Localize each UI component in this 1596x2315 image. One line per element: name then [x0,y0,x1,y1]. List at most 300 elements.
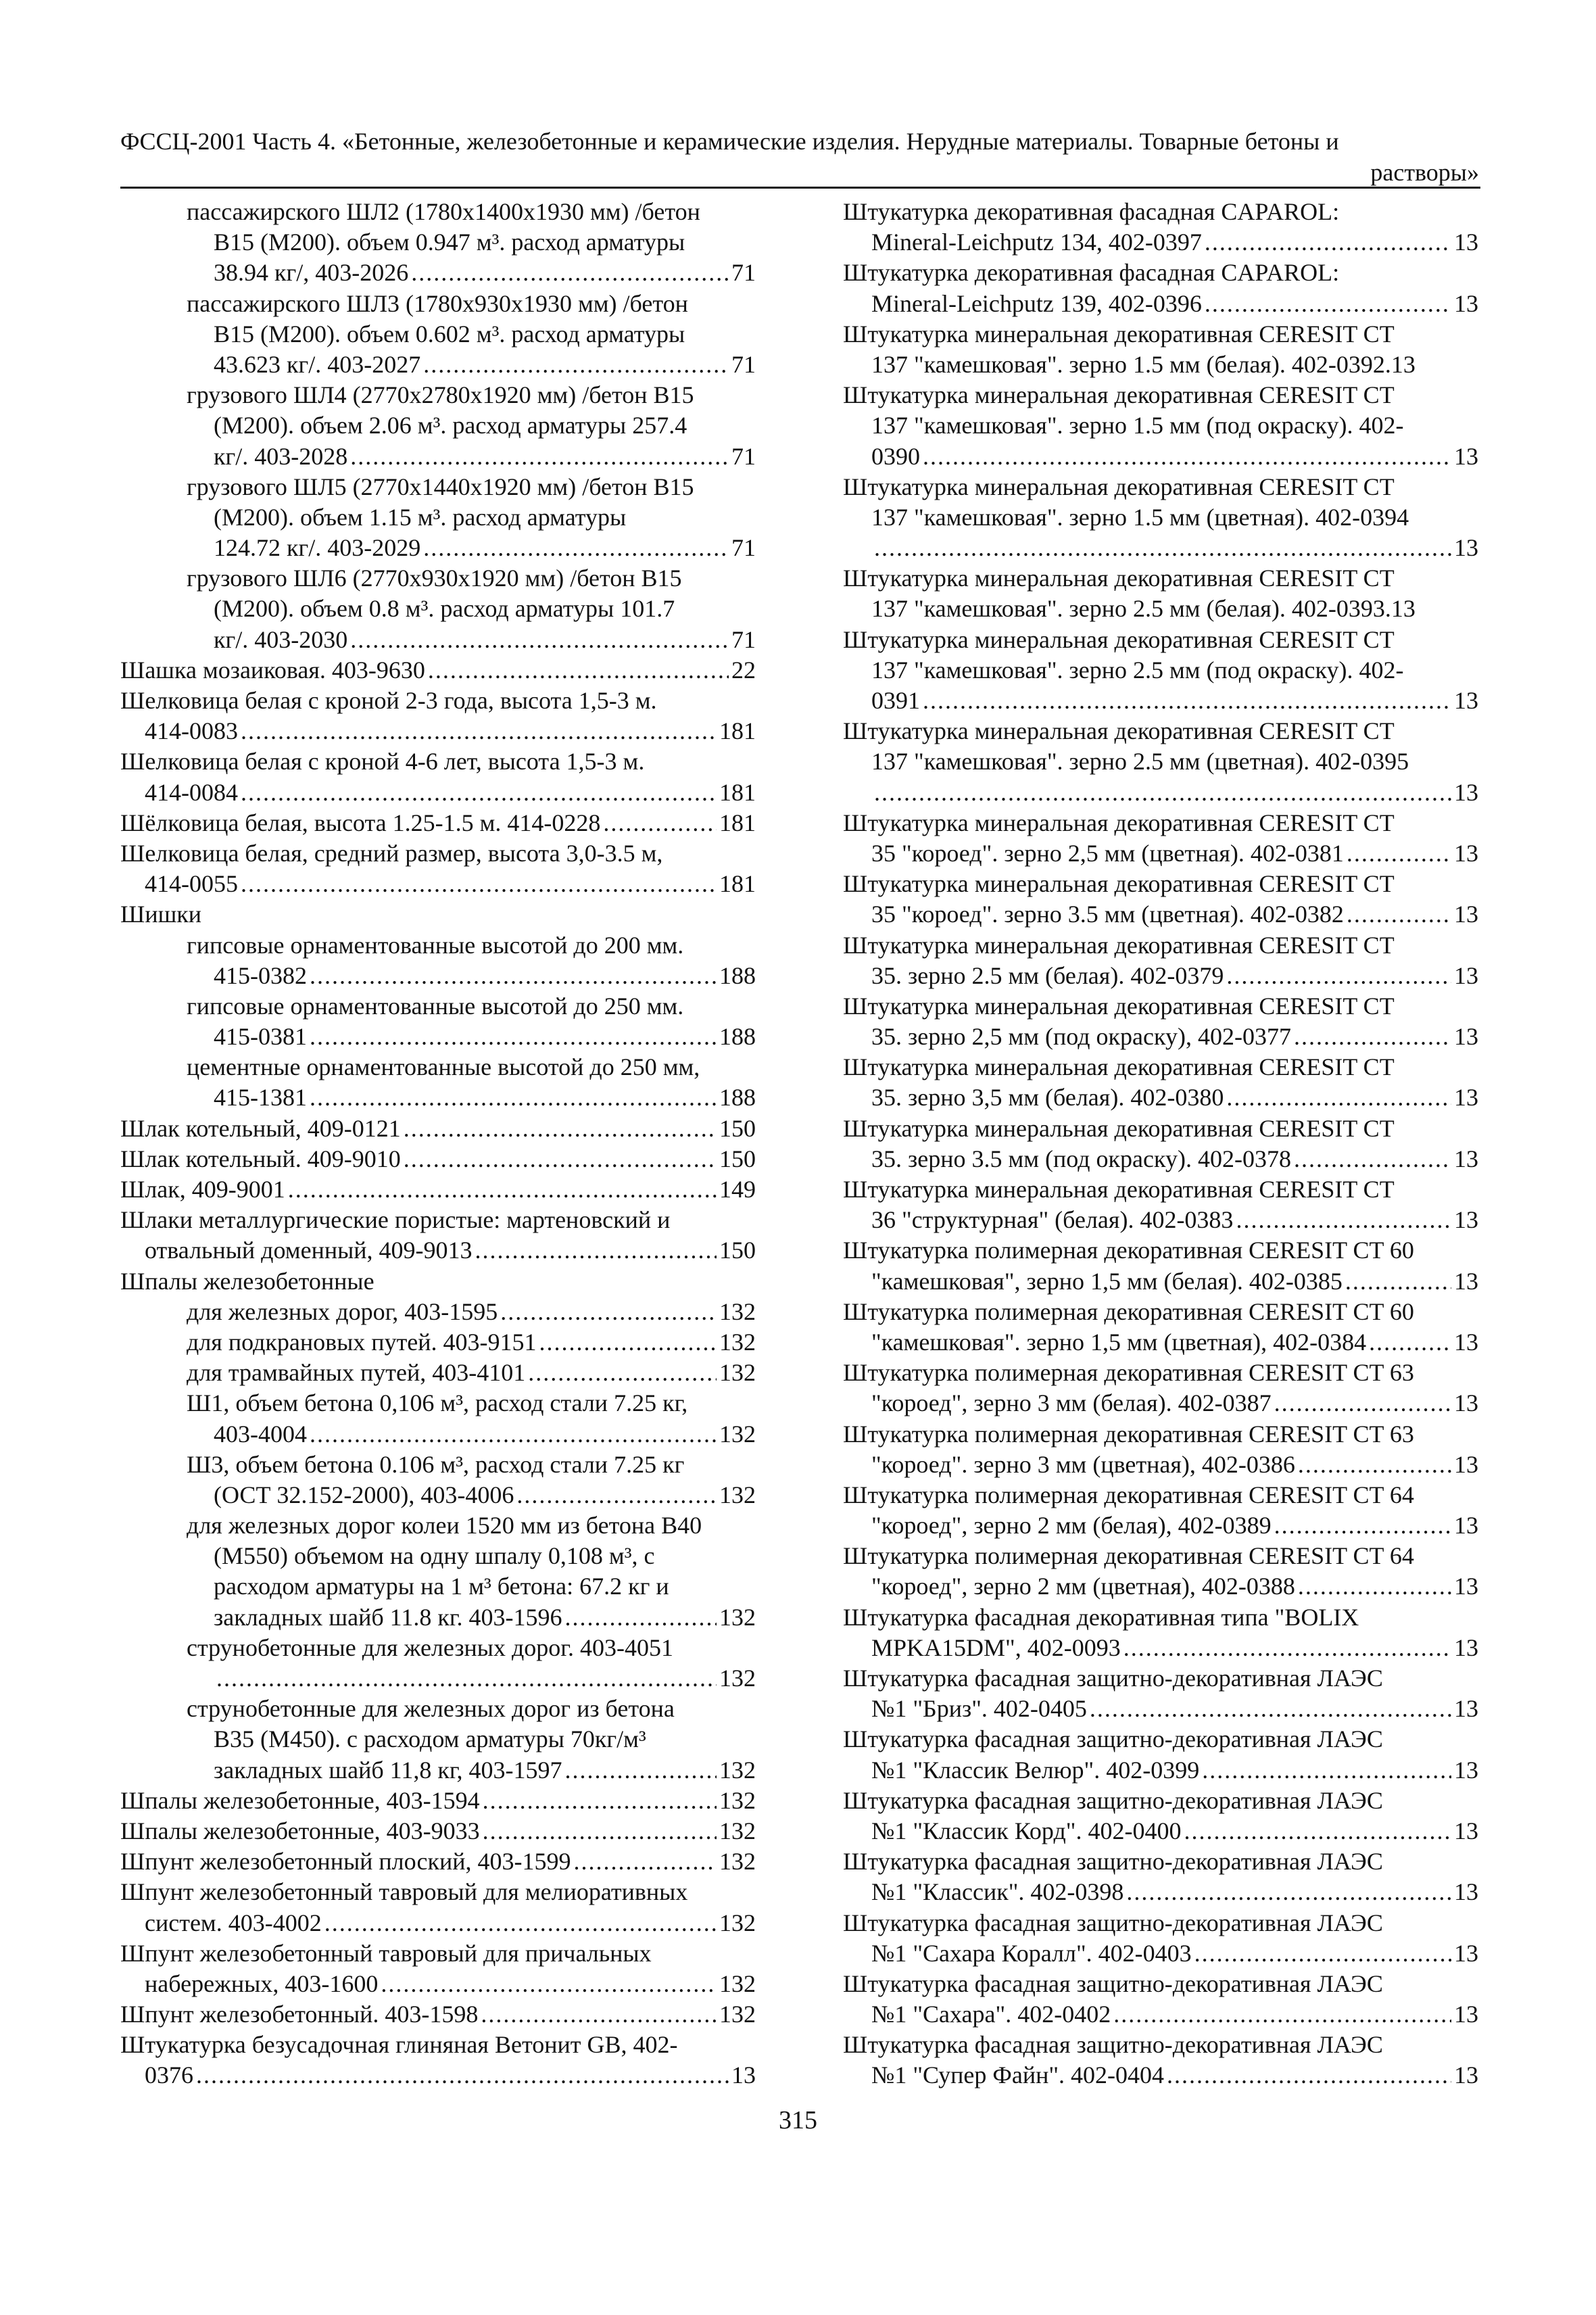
dot-leader [1226,961,1451,991]
index-entry-line [120,1724,756,1755]
dot-leader [350,441,729,472]
dot-leader [241,869,717,899]
dot-leader [923,686,1451,716]
index-page-ref: 132 [719,1603,756,1631]
index-page-ref: 71 [731,442,756,470]
index-page-ref: 22 [731,656,756,684]
index-page-ref: 13 [1454,1756,1478,1784]
index-entry-line [120,594,756,624]
index-entry-line [843,472,1478,502]
index-entry-line [120,502,756,533]
dot-leader [1184,1816,1451,1846]
index-entry-text: Штукатурка минеральная декоративная CERESIT CT [843,381,1395,409]
index-entry-text: 0376 [145,2061,193,2089]
index-entry-line [120,1938,756,1969]
index-entry-text: №1 "Бриз". 402-0405 [871,1695,1087,1723]
index-page-ref: 181 [719,809,756,836]
index-entry-text: Шишки [120,901,202,928]
index-entry-line [120,991,756,1022]
index-page-ref: 150 [719,1237,756,1264]
index-page-ref: 13 [1454,901,1478,928]
index-entry-line [120,563,756,594]
index-entry-text: Штукатурка минеральная декоративная CERESIT CT [843,565,1395,592]
index-entry-text: закладных шайб 11,8 кг, 403-1597 [214,1756,562,1784]
index-entry-line [843,991,1478,1022]
index-entry-line [843,746,1478,777]
index-entry-line [843,961,1478,991]
index-entry-line [843,1480,1478,1510]
index-entry-text: Штукатурка фасадная защитно-декоративная ЛАЭС [843,1665,1383,1692]
index-entry-text: Mineral-Leichputz 139, 402-0396 [871,289,1202,317]
index-entry-text: №1 "Классик". 402-0398 [871,1878,1124,1906]
index-entry-text: гипсовые орнаментованные высотой до 200 мм. [187,931,684,959]
index-entry-text: №1 "Сахара". 402-0402 [871,2001,1111,2028]
index-entry-line [120,2030,756,2060]
index-entry-text: №1 "Сахара Коралл". 402-0403 [871,1939,1192,1967]
index-page-ref: 13 [1454,1633,1478,1661]
dot-leader [196,2060,729,2091]
dot-leader [1226,1082,1451,1113]
index-entry-text: 0390 [871,442,920,470]
index-entry-line [843,1877,1478,1907]
index-entry-line [120,1052,756,1082]
index-page-ref: 13 [1454,1450,1478,1478]
index-entry-line [120,258,756,288]
index-page-ref: 13 [1454,1389,1478,1417]
index-entry-line [120,350,756,380]
index-page-ref: 13 [1454,1878,1478,1906]
index-page-ref: 132 [719,1786,756,1814]
index-entry-text: 415-0382 [214,961,307,989]
index-page-ref: 13 [1454,1084,1478,1112]
index-entry-line [120,716,756,746]
index-entry-line [120,1755,756,1786]
index-entry-text: Штукатурка полимерная декоративная CERESIT CT 63 [843,1420,1414,1448]
dot-leader [565,1602,717,1633]
index-entry-text: отвальный доменный, 409-9013 [145,1237,473,1264]
index-entry-text: 137 "камешковая". зерно 1.5 мм (под окраску). 402- [871,412,1404,439]
index-entry-text: "камешковая". зерно 1,5 мм (цветная), 402-0384 [871,1328,1367,1356]
index-entry-text: (М550) объемом на одну шпалу 0,108 м³, с [214,1542,655,1570]
index-entry-text: Шпунт железобетонный плоский, 403-1599 [120,1848,571,1876]
index-page-ref: 13 [1454,1206,1478,1234]
index-entry-text: Штукатурка декоративная фасадная CAPAROL: [843,259,1340,287]
index-entry-line [120,1388,756,1418]
index-entry-text: Шпунт железобетонный. 403-1598 [120,2001,479,2028]
dot-leader [404,1114,717,1144]
index-entry-text: 35. зерно 2.5 мм (белая). 402-0379 [871,961,1224,989]
dot-leader [310,1419,717,1450]
dot-leader [1236,1205,1451,1235]
dot-leader [381,1969,717,1999]
dot-leader [483,1816,717,1846]
index-entry-line [843,1724,1478,1755]
index-entry-line [120,1235,756,1266]
dot-leader [874,778,1451,808]
index-entry-text: Штукатурка фасадная защитно-декоративная ЛАЭС [843,1725,1383,1753]
dot-leader [565,1755,717,1786]
index-entry-line [843,1388,1478,1418]
dot-leader [874,533,1451,563]
index-entry-text: (М200). объем 0.8 м³. расход арматуры 101.7 [214,595,675,623]
index-entry-text: Штукатурка минеральная декоративная CERESIT CT [843,870,1395,898]
index-entry-line [843,1174,1478,1205]
index-page-ref: 13 [1454,1267,1478,1295]
index-entry-line [120,1174,756,1205]
index-entry-line [120,655,756,686]
index-entry-line [120,1450,756,1480]
index-entry-text: 38.94 кг/, 403-2026 [214,259,409,287]
index-page-ref: 13 [1454,442,1478,470]
index-entry-line [843,441,1478,472]
dot-leader [1090,1694,1451,1724]
index-page-ref: 132 [719,1481,756,1508]
dot-leader [310,1082,717,1113]
index-page-ref: 13 [1454,2001,1478,2028]
index-entry-line [120,1571,756,1602]
index-entry-line [843,1633,1478,1663]
index-page-ref: 132 [719,1970,756,1997]
dot-leader [1294,1144,1451,1174]
dot-leader [1167,2060,1451,2091]
index-entry-line [843,2030,1478,2060]
index-column-left [120,197,756,2091]
index-entry-line [843,1938,1478,1969]
index-entry-text: Шелковица белая, средний размер, высота 3,0-3.5 м, [120,839,663,867]
index-entry-line [120,930,756,961]
index-entry-text: №1 "Супер Файн". 402-0404 [871,2061,1165,2089]
index-entry-line [120,441,756,472]
index-entry-line [843,533,1478,563]
index-entry-text: (М200). объем 2.06 м³. расход арматуры 257.4 [214,412,687,439]
index-entry-line [120,1602,756,1633]
index-entry-line [120,1327,756,1358]
index-entry-line [843,1052,1478,1082]
index-entry-text: MPKA15DM", 402-0093 [871,1633,1121,1661]
index-entry-line [120,778,756,808]
index-entry-text: для подкрановых путей. 403-9151 [187,1328,537,1356]
index-entry-line [843,778,1478,808]
index-page-ref: 13 [1454,289,1478,317]
dot-leader [539,1327,717,1358]
index-page-ref: 150 [719,1145,756,1172]
index-entry-text: Штукатурка минеральная декоративная CERESIT CT [843,1114,1395,1142]
index-entry-line [843,1663,1478,1694]
index-entry-text: грузового ШЛ4 (2770х2780х1920 мм) /бетон В15 [187,381,694,409]
index-entry-text: Штукатурка полимерная декоративная CERESIT CT 60 [843,1297,1414,1325]
index-entry-text: Штукатурка фасадная защитно-декоративная ЛАЭС [843,1909,1383,1936]
index-entry-text: грузового ШЛ6 (2770х930х1920 мм) /бетон В15 [187,565,682,592]
index-entry-text: Шпунт железобетонный тавровый для причальных [120,1939,652,1967]
index-entry-text: Mineral-Leichputz 134, 402-0397 [871,229,1202,256]
index-entry-text: Шелковица белая с кроной 4-6 лет, высота 1,5-3 м. [120,748,645,775]
header-title-continuation: растворы» [1370,159,1479,186]
dot-leader [528,1358,717,1388]
index-page-ref: 132 [719,1756,756,1784]
index-entry-text: Шлак, 409-9001 [120,1176,285,1203]
index-entry-text: закладных шайб 11.8 кг. 403-1596 [214,1603,562,1631]
index-page-ref: 71 [731,350,756,378]
dot-leader [516,1480,717,1510]
index-entry-line [843,686,1478,716]
index-entry-line [120,533,756,563]
index-entry-line [843,1908,1478,1938]
index-entry-line [120,197,756,227]
index-entry-text: Штукатурка минеральная декоративная CERESIT CT [843,1053,1395,1081]
index-entry-text: 137 "камешковая". зерно 1.5 мм (цветная). 402-0394 [871,503,1409,531]
dot-leader [1205,227,1451,258]
index-entry-line [120,1663,756,1694]
index-entry-text: Штукатурка минеральная декоративная CERESIT CT [843,320,1395,348]
dot-leader [1298,1450,1451,1480]
index-entry-text: Ш3, объем бетона 0.106 м³, расход стали 7.25 кг [187,1450,685,1478]
index-entry-line [843,258,1478,288]
index-entry-line [843,594,1478,624]
index-entry-text: 403-4004 [214,1420,307,1448]
dot-leader [1113,1999,1451,2030]
index-page-ref: 71 [731,259,756,287]
index-entry-line [843,1358,1478,1388]
dot-leader [404,1144,717,1174]
index-entry-text: Шлак котельный. 409-9010 [120,1145,401,1172]
dot-leader [500,1297,717,1327]
index-entry-line [120,410,756,441]
index-entry-line [843,808,1478,838]
dot-leader [1194,1938,1451,1969]
index-entry-text: №1 "Классик Велюр". 402-0399 [871,1756,1200,1784]
dot-leader [310,1022,717,1052]
index-entry-text: для железных дорог, 403-1595 [187,1297,498,1325]
index-entry-text: 137 "камешковая". зерно 1.5 мм (белая). 402-0392.13 [871,350,1416,378]
dot-leader [603,808,717,838]
index-entry-text: 35. зерно 3,5 мм (белая). 402-0380 [871,1084,1224,1112]
index-entry-text: струнобетонные для железных дорог. 403-4051 [187,1633,673,1661]
index-entry-line [120,319,756,350]
index-entry-line [120,869,756,899]
index-entry-text: 124.72 кг/. 403-2029 [214,534,421,562]
index-column-right [843,197,1478,2091]
index-entry-text: В15 (М200). объем 0.602 м³. расход арматуры [214,320,685,348]
index-entry-text: Штукатурка минеральная декоративная CERESIT CT [843,809,1395,836]
index-entry-text: Шпалы железобетонные, 403-1594 [120,1786,480,1814]
index-page-ref: 181 [719,870,756,898]
index-entry-text: 137 "камешковая". зерно 2.5 мм (белая). 402-0393.13 [871,595,1416,623]
index-entry-line [843,289,1478,319]
index-page-ref: 132 [719,1328,756,1356]
dot-leader [1347,838,1451,869]
index-entry-text: Шашка мозаиковая. 403-9630 [120,656,425,684]
index-entry-text: "короед", зерно 2 мм (цветная), 402-0388 [871,1573,1295,1600]
dot-leader [411,258,729,288]
index-entry-line [843,1999,1478,2030]
index-entry-text: Шпалы железобетонные [120,1267,374,1295]
dot-leader [1298,1571,1451,1602]
index-entry-text: струнобетонные для железных дорог из бетона [187,1695,675,1723]
index-entry-line [843,869,1478,899]
dot-leader [1294,1022,1451,1052]
index-page-ref: 13 [1454,2061,1478,2089]
index-page-ref: 13 [1454,229,1478,256]
index-page-ref: 13 [731,2061,756,2089]
index-entry-text: "короед", зерно 2 мм (белая), 402-0389 [871,1512,1272,1540]
index-page-ref: 13 [1454,778,1478,806]
index-entry-line [843,1327,1478,1358]
dot-leader [923,441,1451,472]
index-page-ref: 13 [1454,1817,1478,1844]
index-entry-line [120,472,756,502]
index-entry-text: Штукатурка полимерная декоративная CERESIT CT 64 [843,1542,1414,1570]
dot-leader [1347,899,1451,930]
index-entry-text: Шпалы железобетонные, 403-9033 [120,1817,480,1844]
index-entry-text: Штукатурка минеральная декоративная CERESIT CT [843,473,1395,500]
index-entry-line [120,1694,756,1724]
index-entry-line [843,227,1478,258]
dot-leader [1274,1510,1451,1541]
index-entry-text: для трамвайных путей, 403-4101 [187,1359,526,1387]
index-entry-line [120,961,756,991]
index-page-ref: 150 [719,1114,756,1142]
index-entry-text: 415-1381 [214,1084,307,1112]
dot-leader [288,1174,717,1205]
index-page-ref: 132 [719,1665,756,1692]
index-entry-text: (ОСТ 32.152-2000), 403-4006 [214,1481,514,1508]
index-page-ref: 13 [1454,1573,1478,1600]
index-entry-line [843,655,1478,686]
dot-leader [574,1846,717,1877]
page-number: 315 [779,2106,817,2134]
index-entry-line [120,1999,756,2030]
index-entry-line [843,1022,1478,1052]
index-entry-text: систем. 403-4002 [145,1909,322,1936]
index-entry-text: грузового ШЛ5 (2770х1440х1920 мм) /бетон В15 [187,473,694,500]
index-entry-text: 36 "структурная" (белая). 402-0383 [871,1206,1234,1234]
index-entry-line [843,1541,1478,1571]
index-entry-text: Штукатурка фасадная защитно-декоративная ЛАЭС [843,1786,1383,1814]
index-entry-line [843,1450,1478,1480]
dot-leader [483,1786,717,1816]
index-entry-text: Шлак котельный, 409-0121 [120,1114,401,1142]
index-entry-text: 35. зерно 3.5 мм (под окраску). 402-0378 [871,1145,1291,1172]
dot-leader [1345,1266,1451,1297]
index-page-ref: 13 [1454,961,1478,989]
index-entry-text: Шпунт железобетонный тавровый для мелиоративных [120,1878,688,1906]
index-page-ref: 132 [719,1420,756,1448]
index-page-ref: 149 [719,1176,756,1203]
index-entry-text: Штукатурка фасадная защитно-декоративная ЛАЭС [843,1848,1383,1876]
index-entry-text: 137 "камешковая". зерно 2.5 мм (под окраску). 402- [871,656,1404,684]
index-entry-line [843,1571,1478,1602]
index-entry-line [843,1205,1478,1235]
index-page-ref: 132 [719,1848,756,1876]
index-entry-text: 0391 [871,687,920,714]
index-entry-text: Штукатурка полимерная декоративная CERESIT CT 60 [843,1237,1414,1264]
index-entry-line [120,1144,756,1174]
dot-leader [423,350,729,380]
index-entry-text: Штукатурка безусадочная глиняная Ветонит GB, 402- [120,2031,678,2059]
index-entry-text: Штукатурка фасадная защитно-декоративная ЛАЭС [843,1970,1383,1997]
index-entry-line [843,1694,1478,1724]
index-entry-text: "короед", зерно 3 мм (белая). 402-0387 [871,1389,1272,1417]
index-entry-line [843,410,1478,441]
index-entry-text: кг/. 403-2028 [214,442,348,470]
index-entry-line [843,2060,1478,2091]
dot-leader [310,961,717,991]
index-entry-line [843,502,1478,533]
index-entry-line [120,1877,756,1907]
index-entry-line [120,1969,756,1999]
index-entry-text: Штукатурка декоративная фасадная CAPAROL: [843,198,1340,225]
dot-leader [481,1999,717,2030]
index-entry-text: пассажирского ШЛ3 (1780х930х1930 мм) /бетон [187,289,688,317]
index-entry-line [120,1205,756,1235]
index-entry-text: Шелковица белая с кроной 2-3 года, высота 1,5-3 м. [120,687,657,714]
index-entry-line [843,319,1478,350]
dot-leader [1123,1633,1451,1663]
index-page-ref: 13 [1454,534,1478,562]
index-page-ref: 132 [719,1359,756,1387]
index-page-ref: 13 [1454,1512,1478,1540]
index-entry-text: Штукатурка полимерная декоративная CERESIT CT 63 [843,1359,1414,1387]
index-entry-text: Штукатурка минеральная декоративная CERESIT CT [843,931,1395,959]
index-entry-text: Штукатурка минеральная декоративная CERESIT CT [843,625,1395,653]
dot-leader [1274,1388,1451,1418]
index-page-ref: 71 [731,534,756,562]
index-entry-line [120,1786,756,1816]
index-entry-text: В15 (М200). объем 0.947 м³. расход арматуры [214,229,685,256]
index-entry-text: 35. зерно 2,5 мм (под окраску), 402-0377 [871,1023,1291,1051]
index-entry-line [120,1297,756,1327]
index-entry-line [843,838,1478,869]
index-page-ref: 188 [719,1023,756,1051]
index-entry-line [843,1602,1478,1633]
index-entry-text: Шлаки металлургические пористые: мартеновский и [120,1206,671,1234]
index-entry-text: Штукатурка фасадная декоративная типа "BOLIX [843,1603,1359,1631]
dot-leader [428,655,729,686]
index-entry-line [120,808,756,838]
index-entry-line [843,380,1478,410]
index-entry-line [120,1510,756,1541]
index-entry-line [843,350,1478,380]
index-entry-line [843,1235,1478,1266]
index-entry-line [120,1480,756,1510]
dot-leader [350,625,729,655]
index-entry-line [120,380,756,410]
index-entry-line [843,930,1478,961]
index-entry-line [120,227,756,258]
header-title: ФССЦ-2001 Часть 4. «Бетонные, железобетонные и керамические изделия. Нерудные материалы. Товарные бетоны и [120,128,1339,155]
index-entry-line [843,1144,1478,1174]
dot-leader [216,1663,717,1694]
index-entry-text: 137 "камешковая". зерно 2.5 мм (цветная). 402-0395 [871,748,1409,775]
index-entry-text: 414-0055 [145,870,238,898]
index-page-ref: 132 [719,1297,756,1325]
index-entry-line [120,1114,756,1144]
index-entry-line [120,1816,756,1846]
index-page-ref: 13 [1454,1695,1478,1723]
index-page-ref: 181 [719,717,756,745]
index-entry-line [120,1419,756,1450]
index-entry-line [843,625,1478,655]
index-entry-line [120,1082,756,1113]
index-entry-text: 35 "короед". зерно 2,5 мм (цветная). 402-0381 [871,839,1344,867]
index-entry-line [120,1908,756,1938]
index-entry-line [843,197,1478,227]
running-header [120,126,1479,188]
index-entry-line [843,1786,1478,1816]
index-entry-text: №1 "Классик Корд". 402-0400 [871,1817,1182,1844]
dot-leader [324,1908,717,1938]
index-entry-line [120,899,756,930]
